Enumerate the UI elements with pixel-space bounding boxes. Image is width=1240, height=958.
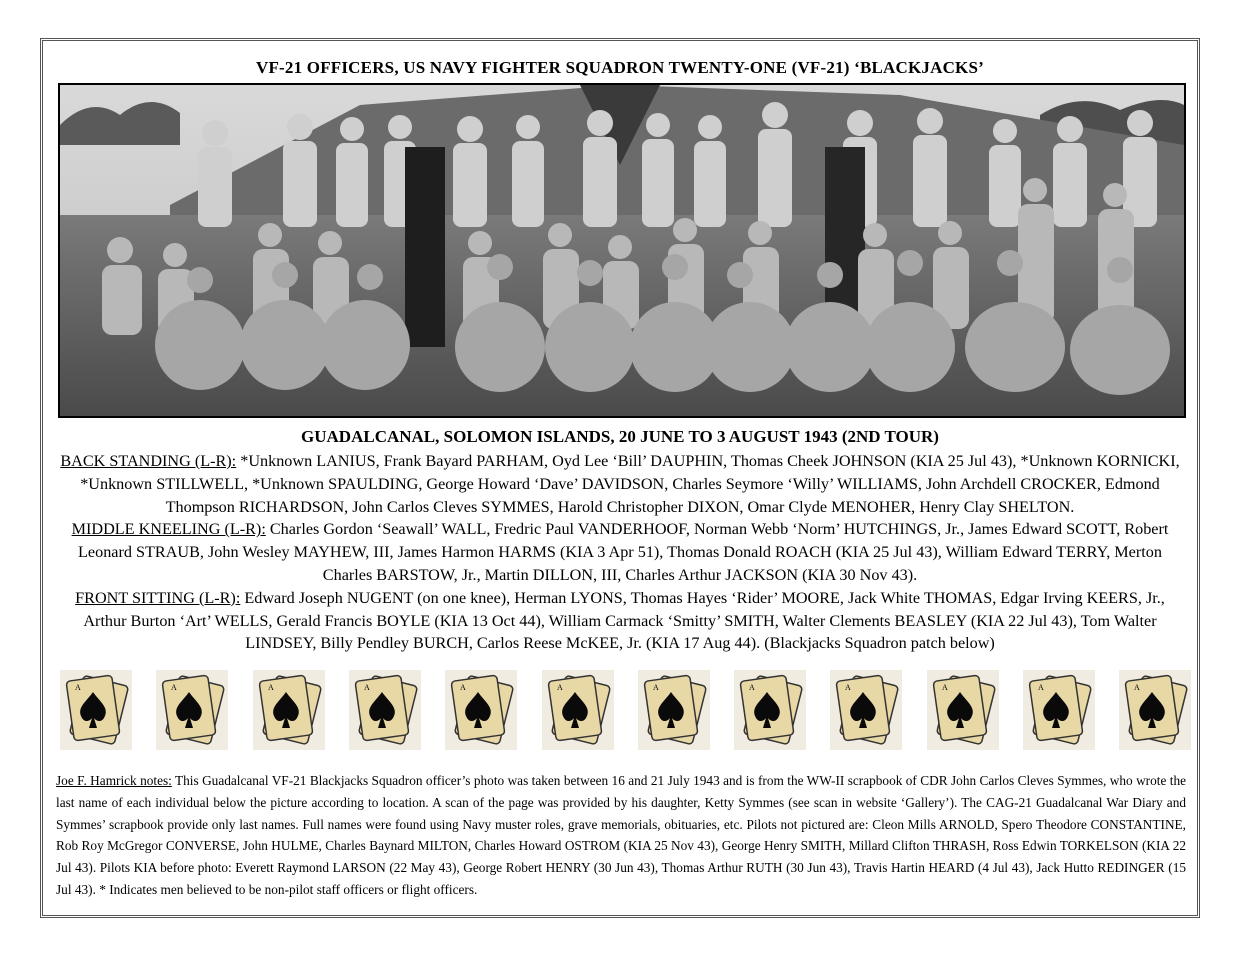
notes-label: Joe F. Hamrick notes: bbox=[56, 773, 172, 788]
photo-illustration bbox=[60, 85, 1184, 416]
svg-text:A: A bbox=[556, 683, 563, 692]
middle-row-label: MIDDLE KNEELING (L-R): bbox=[71, 520, 266, 539]
blackjack-squadron-patch-icon bbox=[445, 670, 517, 750]
blackjack-squadron-patch-icon bbox=[156, 670, 228, 750]
svg-text:A: A bbox=[460, 683, 466, 692]
blackjack-squadron-patch-icon bbox=[830, 670, 902, 750]
page-title: VF-21 OFFICERS, US NAVY FIGHTER SQUADRON TWENTY-ONE (VF-21) ‘BLACKJACKS’ bbox=[256, 58, 984, 77]
svg-text:A: A bbox=[171, 683, 178, 692]
svg-text:A: A bbox=[267, 683, 274, 692]
svg-text:A: A bbox=[941, 683, 948, 692]
notes-text: This Guadalcanal VF-21 Blackjacks Squadron officer’s photo was taken between 16 and 21 July 1943 and is from the WW-II scrapbook of CDR John Carlos Cleves Symmes, who wrote the last name of each individual below the picture according to location. A scan of the page was provided by his daughter, Ketty Symmes (see scan in website ‘Gallery’). The CAG-21 Guadalcanal War Diary and Symmes’ scrapbook provide only last names. Full names were found using Navy muster roles, grave memorials, obituaries, etc. Pilots not pictured are: Cleon Mills ARNOLD, Spero Theodore CONSTANTINE, Rob Roy McGregor CONVERSE, John HULME, Charles Baynard MILTON, Charles Howard OSTROM (KIA 25 Nov 43), George Henry SMITH, Millard Clifton THRASH, Ross Edwin TORKELSON (KIA 22 Jul 43). Pilots KIA before photo: Everett Raymond LARSON (22 May 43), George Robert HENRY (30 Jun 43), Thomas Arthur RUTH (30 Jun 43), Travis Hartin HEARD (4 Jul 43), Jack Hutto REDINGER (15 Jul 43). * Indicates men believed to be non-pilot staff officers or flight officers. bbox=[56, 773, 1186, 897]
blackjack-squadron-patch-icon bbox=[927, 670, 999, 750]
svg-text:A: A bbox=[749, 683, 755, 692]
notes-paragraph bbox=[56, 770, 1186, 901]
blackjack-squadron-patch-icon bbox=[349, 670, 421, 750]
blackjack-squadron-patch-icon bbox=[638, 670, 710, 750]
blackjack-squadron-patch-icon bbox=[1023, 670, 1095, 750]
roster-caption bbox=[56, 450, 1184, 655]
middle-row-names: Charles Gordon ‘Seawall’ WALL, Fredric Paul VANDERHOOF, Norman Webb ‘Norm’ HUTCHINGS, Jr., James Edward SCOTT, Robert Leonard STRAUB, John Wesley MAYHEW, III, James Harmon HARMS (KIA 3 Apr 51), Thomas Donald ROACH (KIA 25 Jul 43), William Edward TERRY, Merton Charles BARSTOW, Jr., Martin DILLON, III, Charles Arthur JACKSON (KIA 30 Nov 43). bbox=[78, 520, 1169, 584]
svg-text:A: A bbox=[845, 683, 852, 692]
blackjack-squadron-patch-icon bbox=[542, 670, 614, 750]
svg-text:A: A bbox=[652, 683, 659, 692]
blackjack-squadron-patch-icon bbox=[1119, 670, 1191, 750]
patch-row bbox=[60, 670, 1182, 750]
squadron-group-photo bbox=[58, 83, 1186, 418]
back-row-label: BACK STANDING (L-R): bbox=[60, 452, 237, 470]
blackjack-squadron-patch-icon bbox=[253, 670, 325, 750]
blackjack-squadron-patch-icon bbox=[60, 670, 132, 750]
blackjack-squadron-patch-icon bbox=[734, 670, 806, 750]
photo-location-caption: GUADALCANAL, SOLOMON ISLANDS, 20 JUNE TO 3 AUGUST 1943 (2ND TOUR) bbox=[301, 427, 939, 446]
svg-text:A: A bbox=[75, 683, 81, 692]
svg-text:A: A bbox=[1134, 683, 1141, 692]
front-row-label: FRONT SITTING (L-R): bbox=[75, 588, 241, 607]
svg-text:A: A bbox=[363, 683, 370, 692]
svg-text:A: A bbox=[1038, 683, 1044, 692]
back-row-names: *Unknown LANIUS, Frank Bayard PARHAM, Oyd Lee ‘Bill’ DAUPHIN, Thomas Cheek JOHNSON (KIA 25 Jul 43), *Unknown KORNICKI, *Unknown STILLWELL, *Unknown SPAULDING, George Howard ‘Dave’ DAVIDSON, Charles Seymore ‘Willy’ WILLIAMS, John Archdell CROCKER, Edmond Thompson RICHARDSON, John Carlos Cleves SYMMES, Harold Christopher DIXON, Omar Clyde MENOHER, Henry Clay SHELTON. bbox=[80, 452, 1180, 516]
front-row-names: Edward Joseph NUGENT (on one knee), Herman LYONS, Thomas Hayes ‘Rider’ MOORE, Jack White THOMAS, Edgar Irving KEERS, Jr., Arthur Burton ‘Art’ WELLS, Gerald Francis BOYLE (KIA 13 Oct 44), William Carmack ‘Smitty’ SMITH, Walter Clements BEASLEY (KIA 22 Jul 43), Tom Walter LINDSEY, Billy Pendley BURCH, Carlos Reese McKEE, Jr. (KIA 17 Aug 44). (Blackjacks Squadron patch below) bbox=[83, 588, 1165, 653]
